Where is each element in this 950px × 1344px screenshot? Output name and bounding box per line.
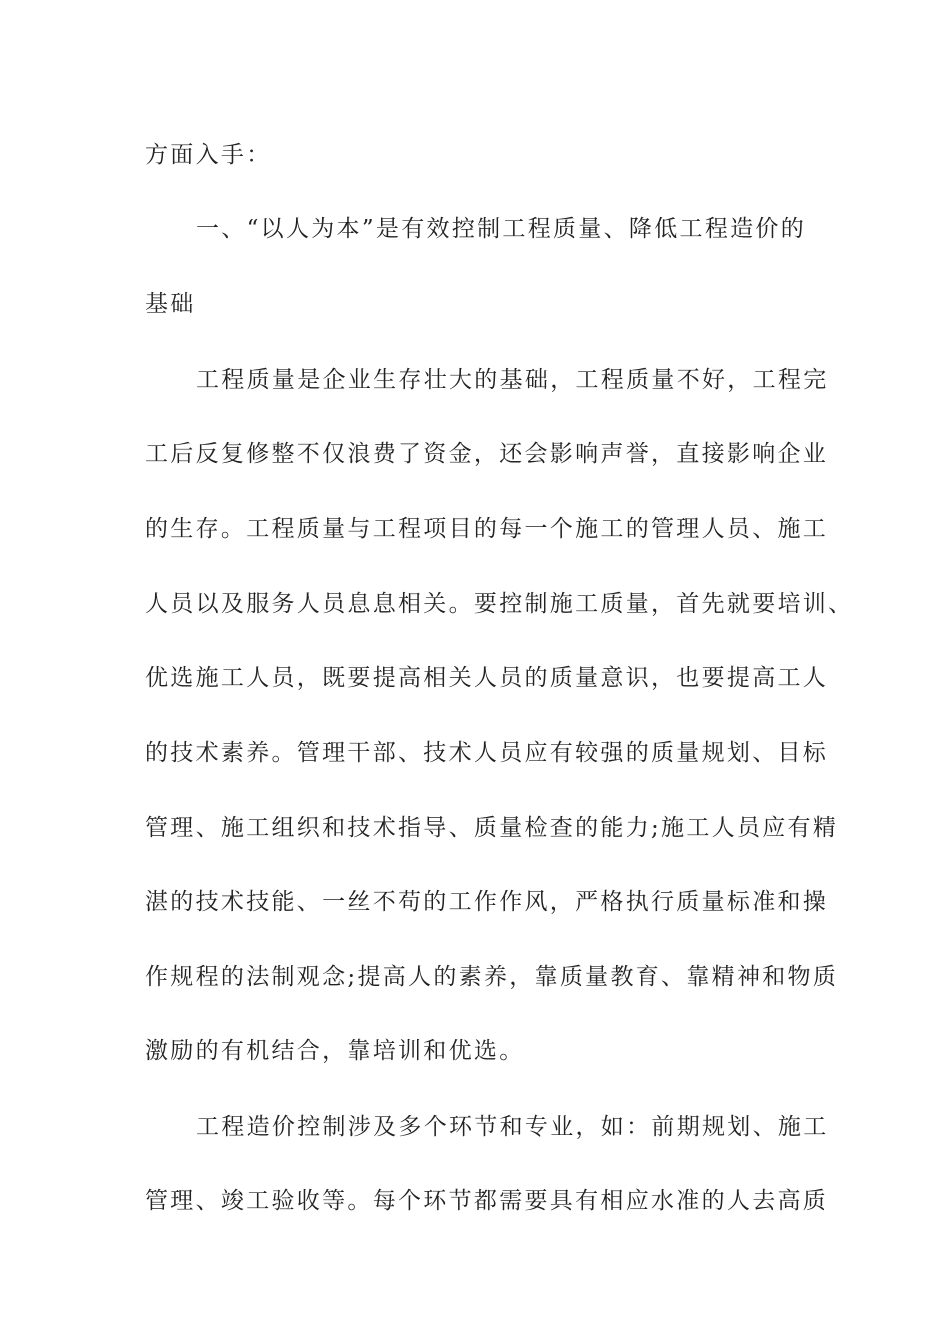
text-line: 方面入手： (145, 142, 272, 168)
paragraph-line: 作规程的法制观念;提高人的素养，靠质量教育、靠精神和物质 (145, 964, 839, 990)
paragraph-line: 人员以及服务人员息息相关。要控制施工质量，首先就要培训、 (145, 591, 854, 617)
section-heading: 一、“以人为本”是有效控制工程质量、降低工程造价的 (196, 216, 807, 242)
paragraph-line: 工后反复修整不仅浪费了资金，还会影响声誉，直接影响企业 (145, 441, 829, 467)
paragraph-line: 工程造价控制涉及多个环节和专业，如：前期规划、施工 (196, 1114, 829, 1140)
paragraph-line: 湛的技术技能、一丝不苟的工作作风，严格执行质量标准和操 (145, 889, 829, 915)
paragraph-line: 管理、竣工验收等。每个环节都需要具有相应水准的人去高质 (145, 1188, 829, 1214)
paragraph-line: 工程质量是企业生存壮大的基础，工程质量不好，工程完 (196, 367, 829, 393)
section-heading-continued: 基础 (145, 291, 196, 317)
paragraph-line: 的生存。工程质量与工程项目的每一个施工的管理人员、施工 (145, 516, 829, 542)
paragraph-line: 激励的有机结合，靠培训和优选。 (145, 1038, 525, 1064)
paragraph-line: 管理、施工组织和技术指导、质量检查的能力;施工人员应有精 (145, 815, 839, 841)
paragraph-line: 的技术素养。管理干部、技术人员应有较强的质量规划、目标 (145, 740, 829, 766)
paragraph-line: 优选施工人员，既要提高相关人员的质量意识，也要提高工人 (145, 665, 829, 691)
